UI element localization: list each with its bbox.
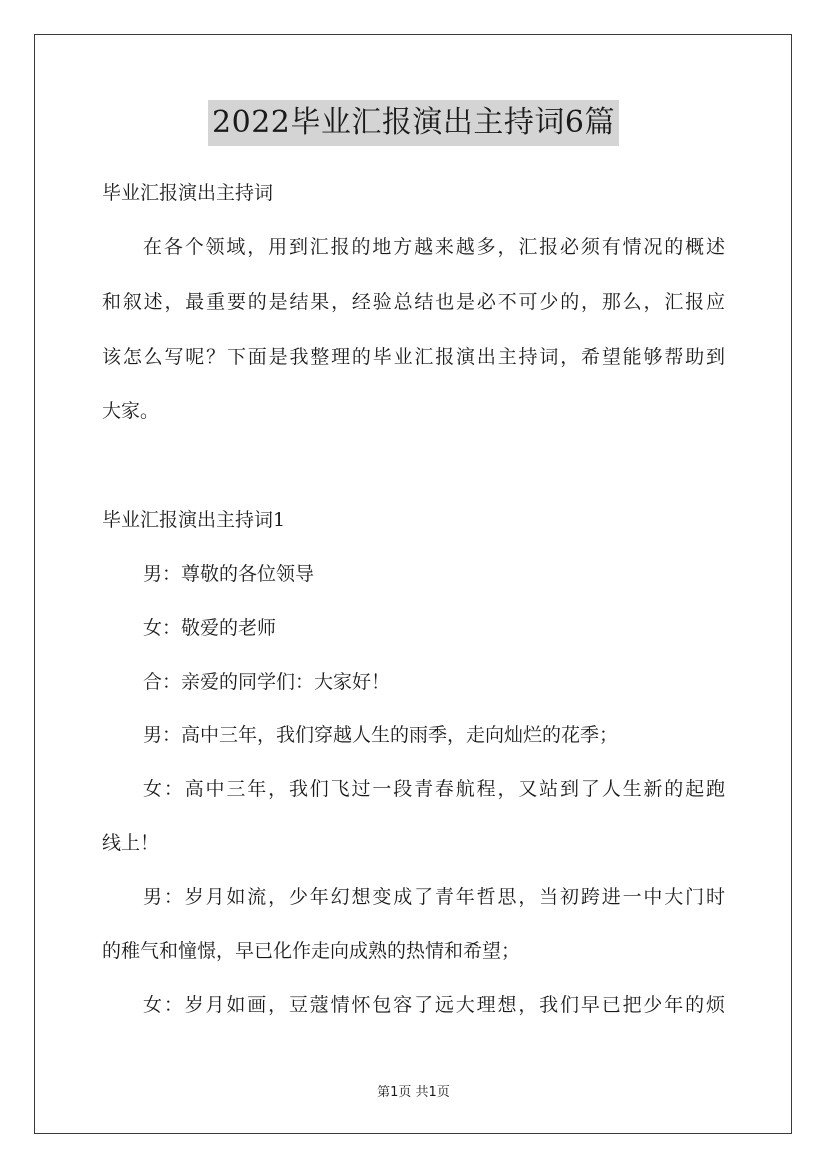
document-title: 2022毕业汇报演出主持词6篇 [208, 100, 619, 146]
dialogue-line: 合：亲爱的同学们：大家好！ [143, 671, 391, 693]
dialogue-line: 线上！ [102, 832, 160, 854]
dialogue-line: 女：高中三年，我们飞过一段青春航程，又站到了人生新的起跑 [143, 778, 725, 800]
title-container [0, 100, 827, 146]
dialogue-line: 女：岁月如画，豆蔻情怀包容了远大理想，我们早已把少年的烦 [143, 994, 725, 1016]
dialogue-line: 女：敬爱的老师 [143, 617, 277, 639]
paragraph-line: 和叙述，最重要的是结果，经验总结也是必不可少的，那么，汇报应 [102, 291, 725, 313]
dialogue-line: 男：岁月如流，少年幻想变成了青年哲思，当初跨进一中大门时 [143, 886, 725, 908]
dialogue-line: 男：高中三年，我们穿越人生的雨季，走向灿烂的花季； [143, 724, 619, 746]
dialogue-line: 的稚气和憧憬，早已化作走向成熟的热情和希望； [102, 940, 521, 962]
section-heading: 毕业汇报演出主持词1 [102, 509, 286, 531]
paragraph-line: 该怎么写呢？下面是我整理的毕业汇报演出主持词，希望能够帮助到 [102, 346, 725, 368]
paragraph-line: 在各个领域，用到汇报的地方越来越多，汇报必须有情况的概述 [143, 236, 725, 258]
section-heading: 毕业汇报演出主持词 [102, 182, 274, 204]
paragraph-line: 大家。 [102, 400, 160, 422]
dialogue-line: 男：尊敬的各位领导 [143, 563, 315, 585]
page-footer: 第1页 共1页 [377, 1085, 450, 1100]
